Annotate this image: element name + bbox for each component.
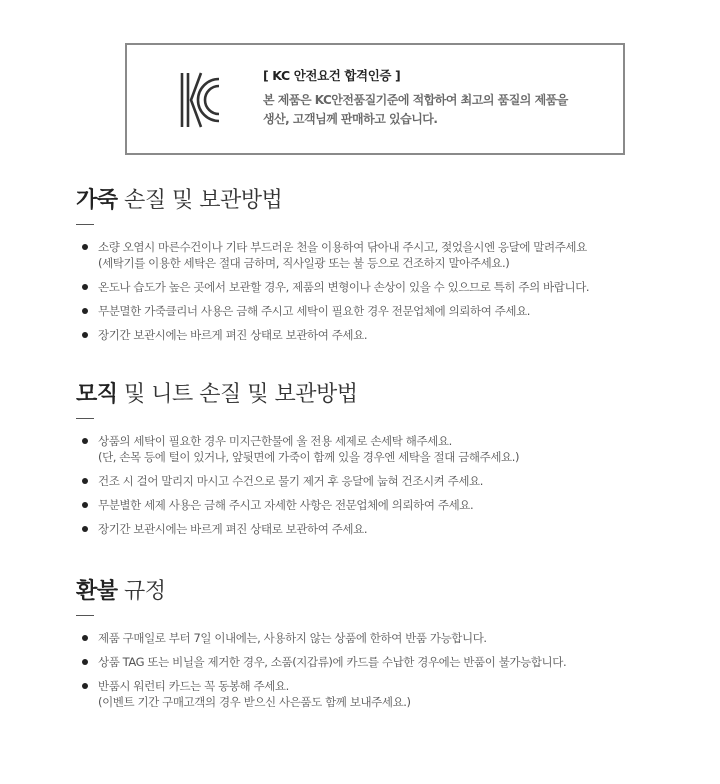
list-item-text: 장기간 보관시에는 바르게 펴진 상태로 보관하여 주세요. bbox=[98, 522, 368, 536]
list-item-subtext: (단, 손목 등에 털이 있거나, 앞뒷면에 가죽이 함께 있을 경우엔 세탁을 절대 금해주세요.) bbox=[98, 450, 520, 464]
list-item bbox=[76, 303, 676, 319]
list-item-text: 온도나 습도가 높은 곳에서 보관할 경우, 제품의 변형이나 손상이 있을 수 있으므로 특히 주의 바랍니다. bbox=[98, 280, 590, 294]
bullet-icon bbox=[82, 284, 88, 290]
list-item bbox=[76, 521, 676, 537]
section-title bbox=[76, 380, 676, 410]
title-divider bbox=[76, 418, 94, 419]
bullet-icon bbox=[82, 478, 88, 484]
section-wool-knit-care bbox=[76, 380, 676, 545]
refund-list bbox=[76, 630, 676, 710]
bullet-icon bbox=[82, 438, 88, 444]
list-item-text: 무분별한 세제 사용은 금해 주시고 자세한 사항은 전문업체에 의뢰하여 주세요. bbox=[98, 498, 474, 512]
kc-mark-icon bbox=[179, 71, 221, 129]
kc-text-block bbox=[263, 67, 613, 129]
title-divider bbox=[76, 224, 94, 225]
list-item-text: 상품의 세탁이 필요한 경우 미지근한물에 울 전용 세제로 손세탁 해주세요. bbox=[98, 434, 452, 448]
list-item-text: 제품 구매일로 부터 7일 이내에는, 사용하지 않는 상품에 한하여 반품 가능합니다. bbox=[98, 631, 487, 645]
section-title bbox=[76, 186, 676, 216]
section-title-rest: 손질 및 보관방법 bbox=[117, 188, 283, 213]
kc-description-line: 본 제품은 KC안전품질기준에 적합하여 최고의 품질의 제품을 bbox=[263, 93, 568, 107]
kc-title: [ KC 안전요건 합격인증 ] bbox=[263, 68, 401, 83]
bullet-icon bbox=[82, 683, 88, 689]
list-item-subtext: (이벤트 기간 구매고객의 경우 받으신 사은품도 함께 보내주세요.) bbox=[98, 695, 411, 709]
bullet-icon bbox=[82, 659, 88, 665]
bullet-icon bbox=[82, 502, 88, 508]
section-title bbox=[76, 577, 676, 607]
list-item bbox=[76, 279, 676, 295]
section-title-rest: 규정 bbox=[117, 579, 166, 604]
care-list bbox=[76, 239, 676, 343]
list-item-text: 소량 오염시 마른수건이나 기타 부드러운 천을 이용하여 닦아내 주시고, 젖었을시엔 응달에 말려주세요 bbox=[98, 240, 587, 254]
bullet-icon bbox=[82, 308, 88, 314]
bullet-icon bbox=[82, 635, 88, 641]
section-refund-policy bbox=[76, 577, 676, 718]
list-item-text: 반품시 워런티 카드는 꼭 동봉해 주세요. bbox=[98, 679, 289, 693]
section-title-strong: 모직 bbox=[76, 382, 118, 407]
list-item bbox=[76, 678, 676, 710]
section-title-rest: 및 니트 손질 및 보관방법 bbox=[117, 382, 358, 407]
bullet-icon bbox=[82, 244, 88, 250]
list-item-text: 무분멸한 가죽클리너 사용은 금해 주시고 세탁이 필요한 경우 전문업체에 의뢰하여 주세요. bbox=[98, 304, 531, 318]
section-leather-care bbox=[76, 186, 676, 351]
section-title-strong: 가죽 bbox=[76, 188, 118, 213]
list-item bbox=[76, 497, 676, 513]
care-list bbox=[76, 433, 676, 537]
list-item bbox=[76, 239, 676, 271]
list-item bbox=[76, 473, 676, 489]
bullet-icon bbox=[82, 526, 88, 532]
section-title-strong: 환불 bbox=[76, 579, 118, 604]
list-item-text: 장기간 보관시에는 바르게 펴진 상태로 보관하여 주세요. bbox=[98, 328, 368, 342]
kc-description-line: 생산, 고객님께 판매하고 있습니다. bbox=[263, 112, 438, 126]
list-item bbox=[76, 327, 676, 343]
kc-certification-box bbox=[125, 43, 625, 155]
list-item-text: 건조 시 걸어 말리지 마시고 수건으로 물기 제거 후 응달에 눕혀 건조시켜 주세요. bbox=[98, 474, 484, 488]
list-item bbox=[76, 654, 676, 670]
list-item-text: 상품 TAG 또는 비닐을 제거한 경우, 소품(지갑류)에 카드를 수납한 경우에는 반품이 불가능합니다. bbox=[98, 655, 567, 669]
list-item-subtext: (세탁기를 이용한 세탁은 절대 금하며, 직사일광 또는 불 등으로 건조하지 말아주세요.) bbox=[98, 256, 510, 270]
list-item bbox=[76, 630, 676, 646]
bullet-icon bbox=[82, 332, 88, 338]
title-divider bbox=[76, 615, 94, 616]
list-item bbox=[76, 433, 676, 465]
